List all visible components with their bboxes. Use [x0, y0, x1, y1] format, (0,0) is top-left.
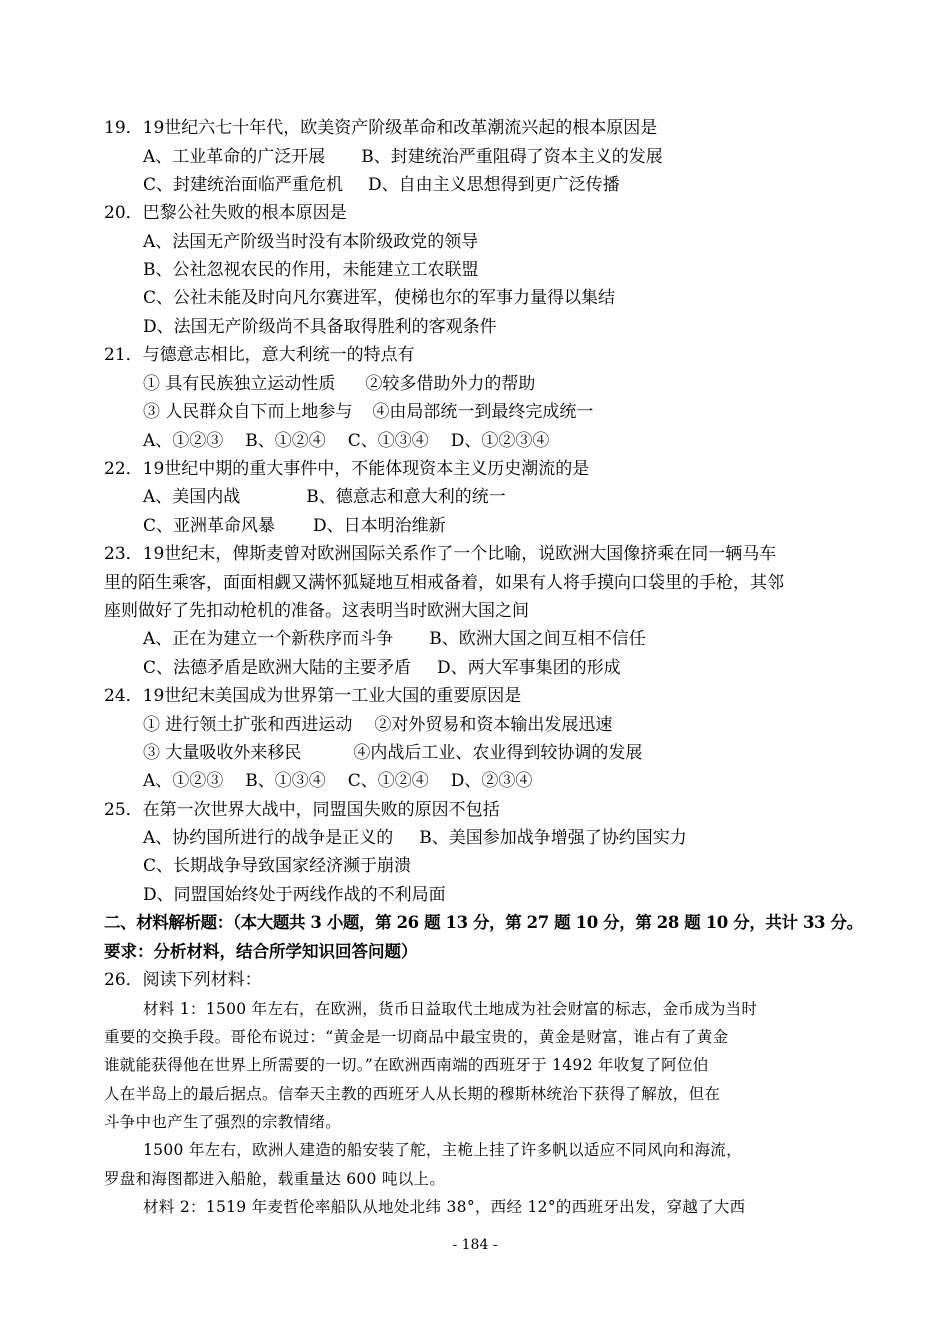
- q22-stem: 22．19世纪中期的重大事件中，不能体现资本主义历史潮流的是: [104, 459, 590, 479]
- q24-option-c: C、①②④: [347, 771, 429, 791]
- q20-option-d: D、法国无产阶级尚不具备取得胜利的客观条件: [143, 317, 497, 337]
- material-1-para-2-line-1: 1500 年左右，欧洲人建造的船安装了舵，主桅上挂了许多帆以适应不同风向和海流，: [143, 1141, 742, 1159]
- page-number: - 184 -: [452, 1237, 498, 1253]
- q26-stem: 26．阅读下列材料：: [104, 970, 262, 990]
- q21-stem: 21．与德意志相比，意大利统一的特点有: [104, 345, 415, 365]
- q24-option-d: D、②③④: [450, 771, 533, 791]
- material-1-line-1: 材料 1：1500 年左右，在欧洲，货币日益取代土地成为社会财富的标志，金币成为当时: [143, 1000, 758, 1018]
- q24-options: [143, 771, 532, 791]
- q23-stem-line-3: 座则做好了先扣动枪机的准备。这表明当时欧洲大国之间: [104, 601, 529, 621]
- q22-options-cd: [143, 516, 446, 536]
- material-1-line-4: 人在半岛上的最后据点。信奉天主教的西班牙人从长期的穆斯林统治下获得了解放，但在: [104, 1085, 721, 1103]
- q19-option-d: D、自由主义思想得到更广泛传播: [368, 175, 620, 195]
- q24-statement-3: ③ 大量吸收外来移民: [143, 743, 302, 763]
- q24-stem: 24．19世纪末美国成为世界第一工业大国的重要原因是: [104, 686, 522, 706]
- q23-option-b: B、欧洲大国之间互相不信任: [429, 629, 646, 649]
- material-1-line-2: 重要的交换手段。哥伦布说过：“黄金是一切商品中最宝贵的，黄金是财富，谁占有了黄金: [104, 1028, 729, 1046]
- q21-options: [143, 431, 549, 451]
- section-2-requirement: 要求：分析材料，结合所学知识回答问题）: [104, 942, 418, 961]
- q20-stem: 20．巴黎公社失败的根本原因是: [104, 203, 347, 223]
- q19-options-cd: [143, 175, 620, 195]
- q24-statement-4: ④内战后工业、农业得到较协调的发展: [353, 743, 643, 763]
- q24-option-b: B、①③④: [245, 771, 326, 791]
- q23-options-cd: [143, 658, 621, 678]
- q24-statement-1: ① 进行领土扩张和西进运动: [143, 715, 353, 735]
- q20-option-a: A、法国无产阶级当时没有本阶级政党的领导: [143, 232, 479, 252]
- q23-option-a: A、正在为建立一个新秩序而斗争: [143, 629, 394, 649]
- q23-option-d: D、两大军事集团的形成: [437, 658, 621, 678]
- q19-option-a: A、工业革命的广泛开展: [143, 147, 326, 167]
- q22-option-c: C、亚洲革命风暴: [143, 516, 276, 536]
- material-1-line-3: 谁就能获得他在世界上所需要的一切。”在欧洲西南端的西班牙于 1492 年收复了阿位伯: [104, 1056, 709, 1074]
- material-2-line-1: 材料 2：1519 年麦哲伦率船队从地处北纬 38°，西经 12°的西班牙出发，穿越了大西: [143, 1198, 746, 1216]
- q24-statement-2: ②对外贸易和资本输出发展迅速: [374, 715, 613, 735]
- q25-option-c: C、长期战争导致国家经济濒于崩溃: [143, 856, 412, 876]
- q21-statement-4: ④由局部统一到最终完成统一: [372, 402, 594, 422]
- q21-option-a: A、①②③: [143, 431, 224, 451]
- q19-option-b: B、封建统治严重阻碍了资本主义的发展: [361, 147, 663, 167]
- q23-stem-line-2: 里的陌生乘客，面面相觑又满怀狐疑地互相戒备着，如果有人将手摸向口袋里的手枪，其邻: [104, 573, 784, 593]
- q23-options-ab: [143, 629, 646, 649]
- q21-option-d: D、①②③④: [450, 431, 550, 451]
- q25-option-a: A、协约国所进行的战争是正义的: [143, 828, 394, 848]
- q21-statement-3: ③ 人民群众自下而上地参与: [143, 402, 353, 422]
- q21-statement-2: ②较多借助外力的帮助: [365, 374, 536, 394]
- q25-stem: 25．在第一次世界大战中，同盟国失败的原因不包括: [104, 800, 500, 820]
- q19-option-c: C、封建统治面临严重危机: [143, 175, 344, 195]
- q23-option-c: C、法德矛盾是欧洲大陆的主要矛盾: [143, 658, 412, 678]
- material-1-line-5: 斗争中也产生了强烈的宗教情绪。: [104, 1113, 342, 1131]
- q21-option-b: B、①②④: [245, 431, 326, 451]
- q19-stem: 19．19世纪六七十年代，欧美资产阶级革命和改革潮流兴起的根本原因是: [104, 118, 658, 138]
- q22-options-ab: [143, 487, 506, 507]
- q23-stem-line-1: 23．19世纪末，俾斯麦曾对欧洲国际关系作了一个比喻，说欧洲大国像挤乘在同一辆马车: [104, 544, 777, 564]
- q25-option-d: D、同盟国始终处于两线作战的不利局面: [143, 885, 446, 905]
- q21-statement-1: ① 具有民族独立运动性质: [143, 374, 336, 394]
- section-2-heading: 二、材料解析题：（本大题共 3 小题，第 26 题 13 分，第 27 题 10 分，第 28 题 10 分，共计 33 分。: [104, 913, 863, 932]
- material-1-para-2-line-2: 罗盘和海图都进入船舱，载重量达 600 吨以上。: [104, 1170, 446, 1188]
- q22-option-b: B、德意志和意大利的统一: [306, 487, 506, 507]
- q25-options-ab: [143, 828, 687, 848]
- q21-statements-34: [143, 402, 593, 422]
- q25-option-b: B、美国参加战争增强了协约国实力: [419, 828, 687, 848]
- q24-statements-34: [143, 743, 642, 763]
- q24-statements-12: [143, 715, 612, 735]
- q24-option-a: A、①②③: [143, 771, 224, 791]
- q19-options-ab: [143, 147, 663, 167]
- q21-statements-12: [143, 374, 535, 394]
- q22-option-a: A、美国内战: [143, 487, 241, 507]
- q22-option-d: D、日本明治维新: [313, 516, 446, 536]
- q21-option-c: C、①③④: [347, 431, 429, 451]
- q20-option-b: B、公社忽视农民的作用，未能建立工农联盟: [143, 260, 479, 280]
- q20-option-c: C、公社未能及时向凡尔赛进军，使梯也尔的军事力量得以集结: [143, 288, 616, 308]
